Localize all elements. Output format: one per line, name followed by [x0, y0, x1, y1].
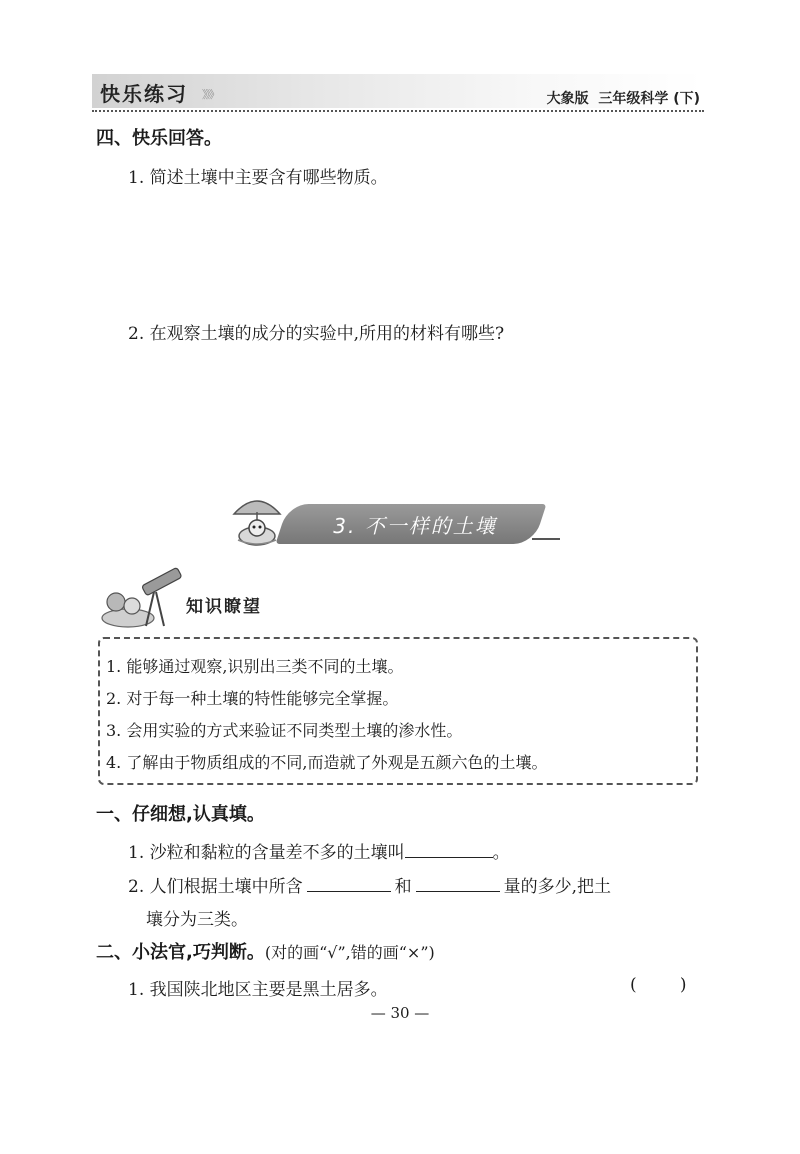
answer-blank[interactable] [416, 875, 500, 892]
q2-text-c: 量的多少,把土 [503, 877, 612, 897]
lesson-banner-rule [532, 538, 560, 540]
answer-blank[interactable] [307, 875, 391, 892]
answer-parentheses[interactable]: ( ) [630, 975, 687, 995]
section-1-question-1 [128, 838, 510, 863]
section-1-question-2-cont: 壤分为三类。 [146, 910, 248, 930]
answer-blank[interactable] [405, 841, 493, 858]
header-book-info: 大象版 三年级科学 (下) [546, 91, 700, 107]
section-4-question-1: 1. 简述土壤中主要含有哪些物质。 [128, 168, 388, 188]
q2-text-b: 和 [394, 877, 412, 897]
section-1-question-2 [128, 872, 611, 897]
knowledge-label: 知识瞭望 [186, 597, 262, 617]
lesson-title: 3. 不一样的土壤 [333, 514, 497, 538]
header-divider [92, 110, 704, 112]
section-4-heading: 四、快乐回答。 [96, 128, 222, 149]
section-4-question-2: 2. 在观察土壤的成分的实验中,所用的材料有哪些? [128, 324, 505, 344]
q1-end: 。 [492, 843, 510, 863]
section-2-instruction: (对的画“√”,错的画“×”) [264, 943, 435, 962]
q2-text-a: 2. 人们根据土壤中所含 [128, 877, 303, 897]
header-title: 快乐练习 [100, 82, 188, 106]
section-2-header [96, 938, 435, 964]
section-2-question-1: 1. 我国陕北地区主要是黑土居多。 [128, 980, 388, 1000]
header-chevrons: 》》》 [202, 88, 218, 101]
section-1-heading: 一、仔细想,认真填。 [96, 804, 265, 825]
knowledge-item-2: 2. 对于每一种土壤的特性能够完全掌握。 [106, 689, 399, 708]
q1-text: 1. 沙粒和黏粒的含量差不多的土壤叫 [128, 843, 405, 863]
knowledge-item-4: 4. 了解由于物质组成的不同,而造就了外观是五颜六色的土壤。 [106, 753, 548, 772]
section-2-heading: 二、小法官,巧判断。 [96, 942, 265, 963]
telescope-icon [98, 562, 188, 632]
knowledge-item-1: 1. 能够通过观察,识别出三类不同的土壤。 [106, 657, 404, 676]
page-number: — 30 — [370, 1004, 430, 1022]
knowledge-item-3: 3. 会用实验的方式来验证不同类型土壤的渗水性。 [106, 721, 463, 740]
